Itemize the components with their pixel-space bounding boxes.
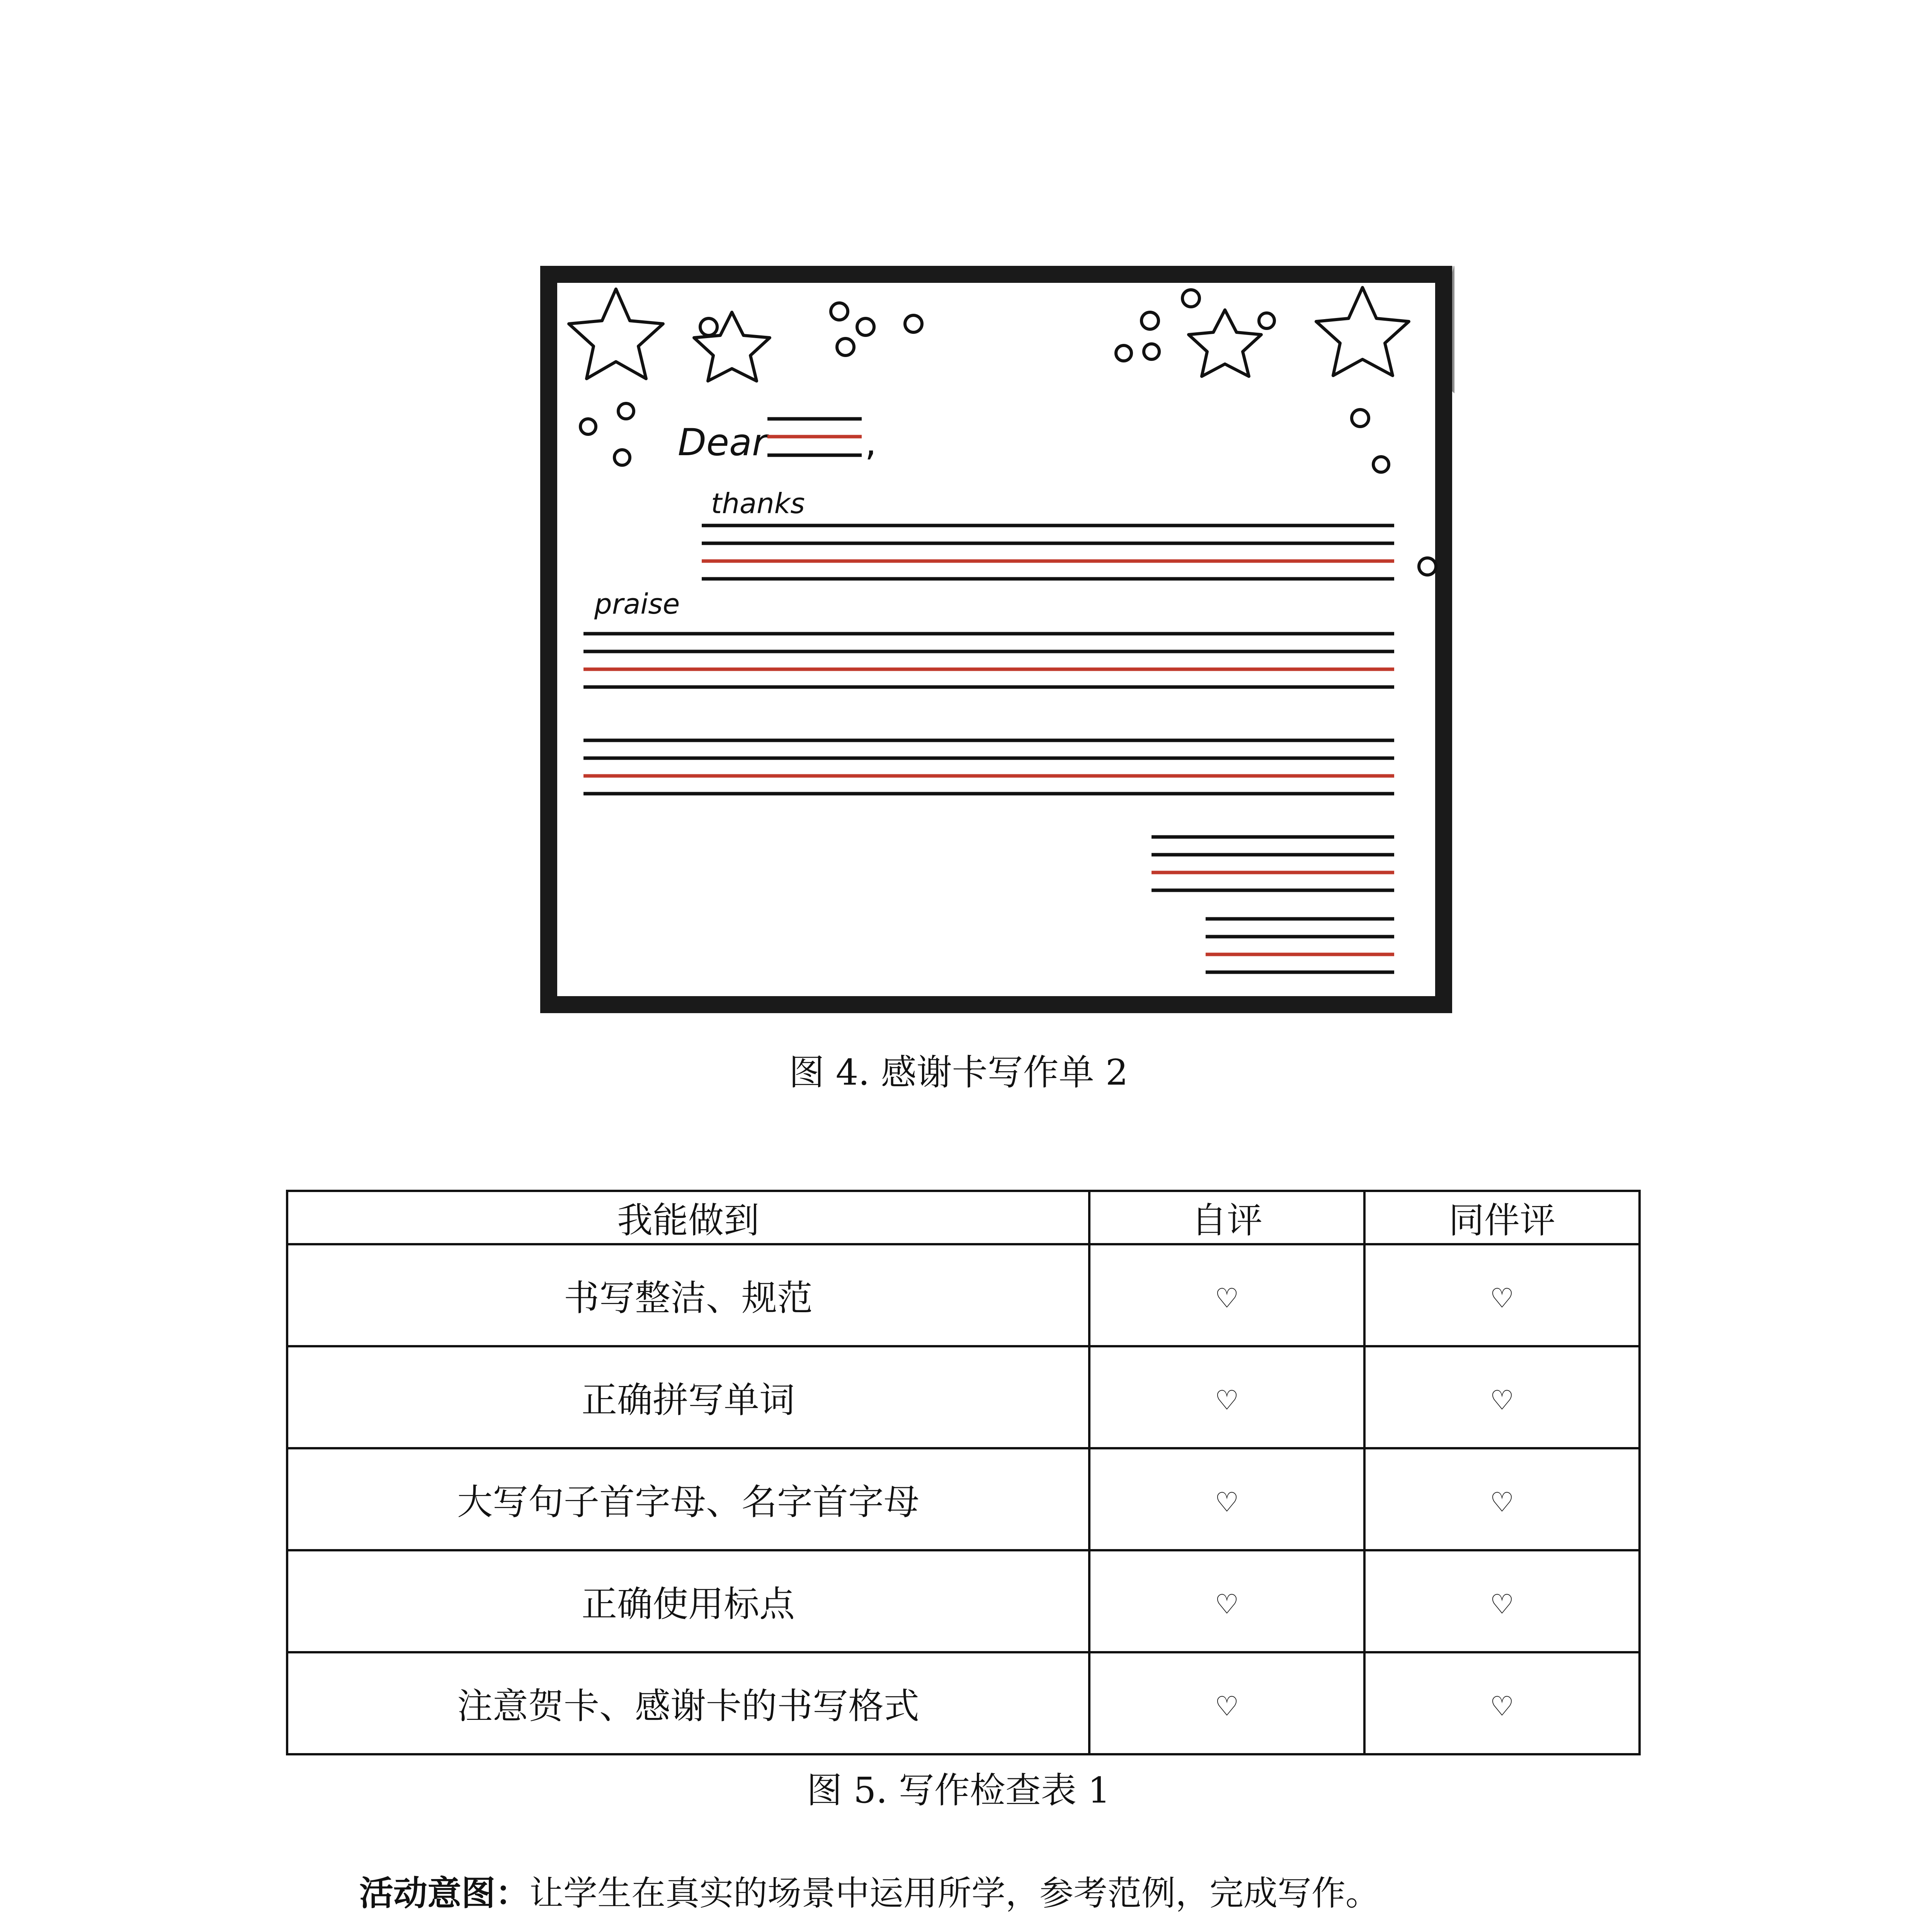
- table-row: [287, 1652, 1640, 1754]
- table-row: [287, 1346, 1640, 1448]
- checklist-item: 书写整洁、规范: [287, 1244, 1089, 1346]
- table-row: [287, 1244, 1640, 1346]
- figure4-caption: 图 4. 感谢卡写作单 2: [789, 1052, 1128, 1093]
- heart-icon[interactable]: ♡: [1490, 1384, 1514, 1416]
- header-self-eval: 自评: [1089, 1191, 1364, 1244]
- header-peer-eval: 同伴评: [1364, 1191, 1640, 1244]
- card-thanks-label: thanks: [711, 487, 805, 520]
- heart-icon[interactable]: ♡: [1490, 1690, 1514, 1722]
- checklist-item: 正确拼写单词: [287, 1346, 1089, 1448]
- table-header-row: [287, 1191, 1640, 1244]
- checklist-item: 大写句子首字母、名字首字母: [287, 1448, 1089, 1550]
- heart-icon[interactable]: ♡: [1490, 1282, 1514, 1314]
- checklist-item: 正确使用标点: [287, 1550, 1089, 1652]
- heart-icon[interactable]: ♡: [1214, 1384, 1239, 1416]
- checklist-item: 注意贺卡、感谢卡的书写格式: [287, 1652, 1089, 1754]
- heart-icon[interactable]: ♡: [1214, 1486, 1239, 1518]
- card-comma: ,: [865, 421, 877, 464]
- heart-icon[interactable]: ♡: [1214, 1690, 1239, 1722]
- activity-intent-label: 活动意图：: [359, 1873, 530, 1913]
- heart-icon[interactable]: ♡: [1490, 1588, 1514, 1620]
- heart-icon[interactable]: ♡: [1214, 1282, 1239, 1314]
- writing-checklist-table: [286, 1190, 1641, 1755]
- card-praise-label: praise: [594, 588, 680, 620]
- card-border: [549, 274, 1444, 1005]
- card-dear-label: Dear: [678, 421, 767, 464]
- activity-intent-text: 让学生在真实的场景中运用所学，参考范例，完成写作。: [529, 1873, 1380, 1913]
- heart-icon[interactable]: ♡: [1214, 1588, 1239, 1620]
- table-row: [287, 1550, 1640, 1652]
- thank-you-card-figure: [540, 266, 1454, 1015]
- header-can-do: 我能做到: [287, 1191, 1089, 1244]
- heart-icon[interactable]: ♡: [1490, 1486, 1514, 1518]
- figure5-caption: 图 5. 写作检查表 1: [806, 1770, 1111, 1811]
- activity-intent: [359, 1866, 1673, 1915]
- table-row: [287, 1448, 1640, 1550]
